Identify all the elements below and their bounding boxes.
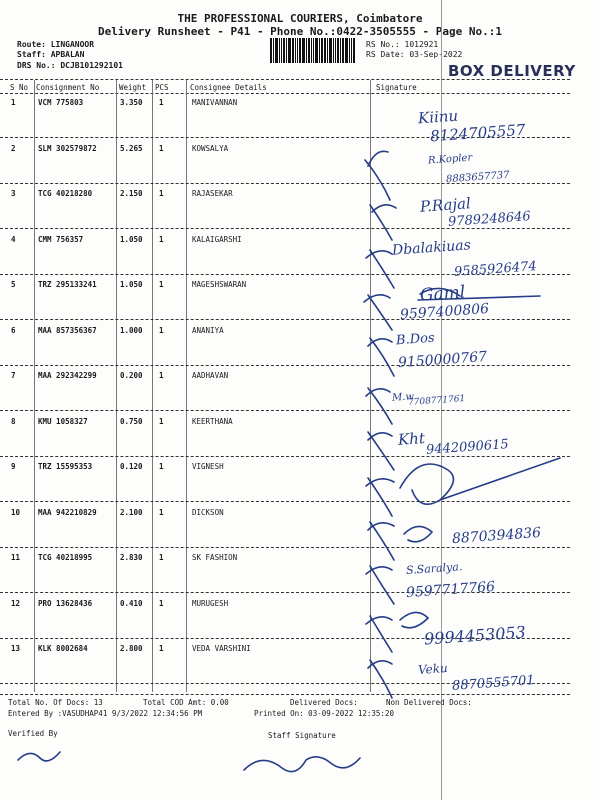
row-consignment-no: CMM 756357	[38, 234, 84, 244]
printed-on: Printed On: 03-09-2022 12:35:20	[254, 709, 394, 718]
col-weight: Weight	[119, 83, 147, 92]
row-pcs: 1	[159, 189, 164, 198]
handwritten-phone: 9597400806	[399, 300, 490, 324]
row-sno: 7	[11, 371, 16, 380]
row-consignee: KOWSALYA	[192, 143, 229, 153]
row-sno: 5	[11, 280, 16, 289]
handwritten-name: P.Rajal	[419, 194, 472, 216]
row-consignment-no: PRO 13628436	[38, 598, 93, 608]
row-separator	[0, 183, 570, 184]
row-weight: 2.100	[120, 507, 143, 517]
row-sno: 4	[11, 234, 16, 244]
row-consignee: DICKSON	[192, 507, 224, 517]
entered-by: Entered By :VASUDHAP41 9/3/2022 12:34:56 PM	[8, 709, 203, 718]
drs-number: DRS No.: DCJB101292101	[17, 61, 123, 70]
rs-number: RS No.: 1012921	[366, 40, 439, 49]
row-separator	[0, 501, 570, 502]
row-separator	[0, 410, 570, 411]
total-docs: Total No. Of Docs: 13	[8, 698, 103, 707]
row-weight: 0.120	[120, 462, 143, 471]
handwritten-name: Gaml	[419, 282, 466, 306]
col-divider	[186, 80, 187, 692]
row-consignee: KEERTHANA	[192, 416, 233, 426]
row-consignment-no: TRZ 15595353	[38, 462, 93, 471]
row-weight: 0.200	[120, 371, 143, 380]
row-consignment-no: MAA 857356367	[38, 325, 97, 335]
col-divider	[152, 80, 153, 692]
row-pcs: 1	[159, 98, 164, 107]
row-consignment-no: MAA 942210829	[38, 507, 97, 517]
row-consignee: KALAIGARSHI	[192, 234, 242, 244]
row-sno: 11	[11, 553, 21, 562]
handwritten-name: Kiinu	[417, 106, 459, 128]
col-consignment: Consignment No	[36, 83, 100, 92]
row-consignment-no: KLK 8002684	[38, 644, 88, 653]
row-pcs: 1	[159, 234, 164, 244]
row-weight: 1.050	[120, 280, 143, 289]
handwritten-name: B.Dos	[395, 330, 436, 349]
handwritten-phone: 7708771761	[407, 394, 466, 408]
signature-mark	[400, 612, 428, 627]
row-pcs: 1	[159, 598, 164, 608]
row-sno: 8	[11, 416, 16, 426]
non-delivered-docs: Non Delivered Docs:	[386, 698, 472, 707]
row-weight: 2.150	[120, 189, 143, 198]
signature-mark	[364, 295, 392, 330]
handwritten-name: S.Saralya.	[405, 560, 463, 577]
row-weight: 2.800	[120, 644, 143, 653]
col-divider	[370, 80, 371, 692]
row-consignee: SK FASHION	[192, 553, 238, 562]
handwritten-phone: 9585926474	[453, 259, 538, 280]
col-consignee: Consignee Details	[190, 83, 267, 92]
handwritten-phone: 9442090615	[425, 437, 510, 458]
row-sno: 3	[11, 189, 16, 198]
runsheet-title: Delivery Runsheet - P41 - Phone No.:0422-3505555 - Page No.:1	[98, 25, 502, 38]
row-consignee: MANIVANNAN	[192, 98, 238, 107]
col-pcs: PCS	[155, 83, 169, 92]
col-divider	[34, 80, 35, 692]
staff-signature-label: Staff Signature	[268, 731, 336, 740]
row-sno: 6	[11, 325, 16, 335]
handwritten-phone: 8870394836	[451, 524, 542, 548]
col-sno: S No	[10, 83, 29, 92]
staff-label: Staff: APBALAN	[17, 50, 85, 59]
row-weight: 0.750	[120, 416, 143, 426]
row-pcs: 1	[159, 507, 164, 517]
row-pcs: 1	[159, 644, 164, 653]
signature-mark	[368, 338, 394, 376]
header-rule-bottom	[0, 93, 570, 94]
row-consignment-no: VCM 775803	[38, 98, 84, 107]
handwritten-name: Dbalakiuas	[391, 237, 472, 259]
delivered-docs: Delivered Docs:	[290, 698, 358, 707]
verified-signature-scribble	[18, 752, 60, 761]
signature-mark	[368, 522, 394, 560]
rs-date: RS Date: 03-Sep-2022	[366, 50, 463, 59]
row-consignment-no: SLM 302579872	[38, 143, 97, 153]
row-weight: 5.265	[120, 143, 143, 153]
row-pcs: 1	[159, 325, 164, 335]
handwritten-name: Kht	[397, 429, 426, 449]
row-consignee: AADHAVAN	[192, 371, 229, 380]
row-pcs: 1	[159, 143, 164, 153]
verified-by: Verified By	[8, 729, 58, 738]
row-consignment-no: MAA 292342299	[38, 371, 97, 380]
handwritten-phone: 8124705557	[429, 120, 526, 146]
row-consignee: ANANIYA	[192, 325, 224, 335]
row-weight: 3.350	[120, 98, 143, 107]
row-separator	[0, 456, 570, 457]
signature-mark	[368, 432, 394, 470]
row-consignee: MAGESHSWARAN	[192, 280, 247, 289]
row-pcs: 1	[159, 462, 164, 471]
company-title: THE PROFESSIONAL COURIERS, Coimbatore	[177, 12, 423, 25]
row-pcs: 1	[159, 416, 164, 426]
signature-mark	[370, 205, 396, 240]
row-consignment-no: TCG 40218280	[38, 189, 93, 198]
row-consignment-no: KMU 1058327	[38, 416, 88, 426]
handwritten-name: M.w	[391, 391, 415, 404]
total-cod: Total COD Amt: 0.00	[143, 698, 229, 707]
row-separator	[0, 228, 570, 229]
signature-mark	[440, 458, 560, 500]
row-sno: 1	[11, 98, 16, 107]
barcode	[270, 38, 360, 63]
row-weight: 1.050	[120, 234, 143, 244]
handwritten-phone: 8870555701	[451, 673, 536, 694]
handwritten-name: Veku	[417, 660, 449, 678]
handwritten-phone: 9994453053	[423, 622, 527, 649]
box-delivery-stamp: BOX DELIVERY	[448, 62, 576, 80]
col-signature: Signature	[376, 83, 417, 92]
handwritten-phone: 9789248646	[447, 209, 532, 230]
row-consignment-no: TCG 40218995	[38, 553, 93, 562]
row-sno: 12	[11, 598, 21, 608]
row-consignment-no: TRZ 295133241	[38, 280, 97, 289]
row-pcs: 1	[159, 553, 164, 562]
row-weight: 1.000	[120, 325, 143, 335]
handwritten-phone: 9597717766	[405, 578, 496, 602]
row-sno: 9	[11, 462, 16, 471]
row-pcs: 1	[159, 371, 164, 380]
signature-mark	[404, 526, 432, 541]
row-separator	[0, 319, 570, 320]
row-consignee: MURUGESH	[192, 598, 229, 608]
handwritten-phone: 8883657737	[445, 169, 510, 186]
signature-mark	[368, 660, 392, 698]
row-consignee: RAJASEKAR	[192, 189, 233, 198]
staff-signature-scribble	[244, 757, 360, 772]
signature-mark	[365, 151, 390, 200]
signature-mark	[400, 464, 453, 504]
row-weight: 2.830	[120, 553, 143, 562]
handwritten-phone: 9150000767	[397, 348, 488, 372]
row-weight: 0.410	[120, 598, 143, 608]
header-rule-top	[0, 79, 570, 80]
row-sno: 13	[11, 644, 21, 653]
row-sno: 10	[11, 507, 21, 517]
row-consignee: VIGNESH	[192, 462, 224, 471]
row-separator	[0, 547, 570, 548]
col-divider	[116, 80, 117, 692]
footer-rule	[0, 694, 570, 695]
handwritten-name: R.Kopler	[427, 152, 473, 167]
row-sno: 2	[11, 143, 16, 153]
route-label: Route: LINGANOOR	[17, 40, 95, 49]
row-pcs: 1	[159, 280, 164, 289]
row-consignee: VEDA VARSHINI	[192, 644, 251, 653]
